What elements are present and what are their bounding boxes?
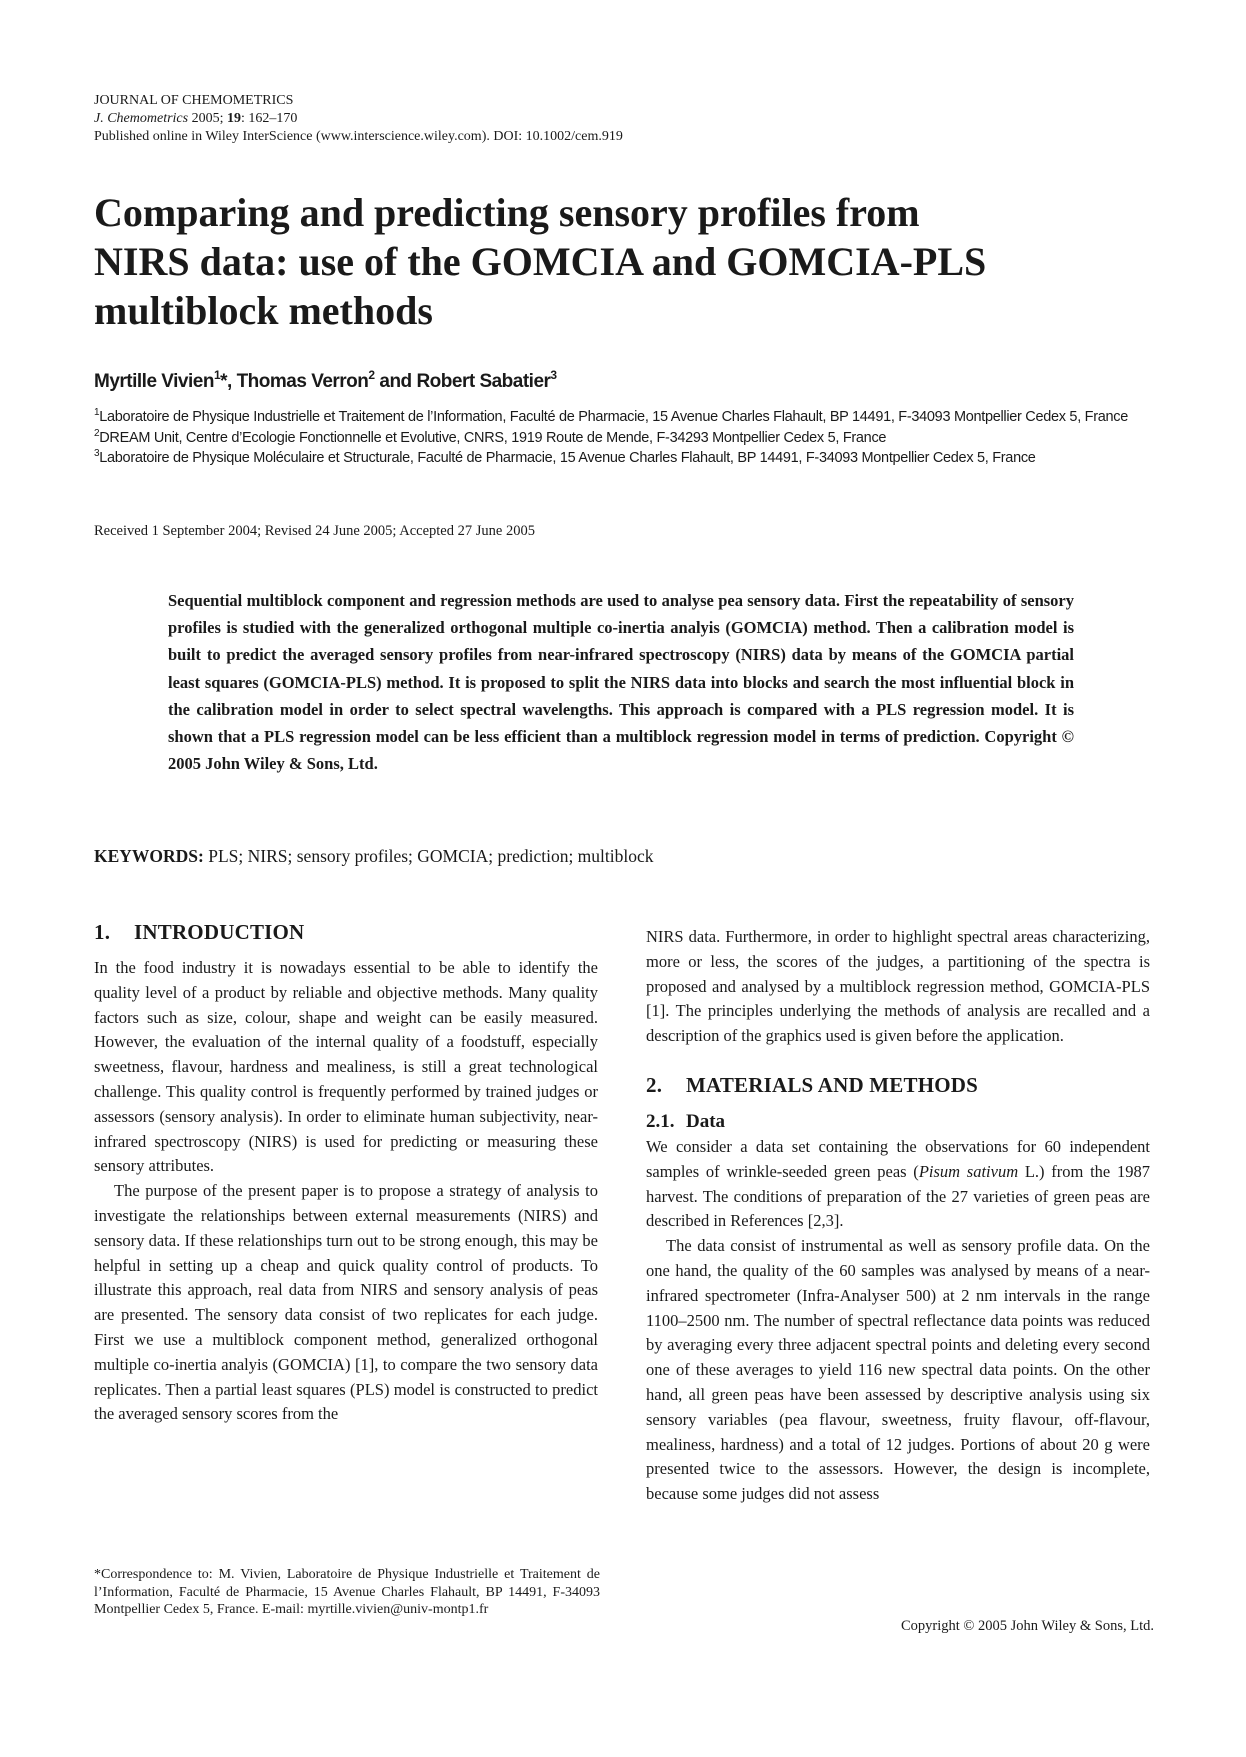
journal-name: JOURNAL OF CHEMOMETRICS (94, 93, 294, 108)
author-sep: and (374, 371, 417, 392)
section-title: MATERIALS AND METHODS (686, 1072, 979, 1097)
affiliation-text: DREAM Unit, Centre d’Ecologie Fonctionnelle et Evolutive, CNRS, 1919 Route de Mende, F-34293 Montpellier Cedex 5, France (99, 429, 887, 446)
journal-pages: : 162–170 (240, 111, 298, 126)
species-name: Pisum sativum (918, 1161, 1019, 1181)
affiliation-mark: 1 (94, 407, 100, 418)
section-title: INTRODUCTION (134, 920, 305, 944)
journal-header (94, 92, 623, 146)
right-column (646, 925, 1150, 1507)
subsection-number: 2.1. (646, 1110, 675, 1132)
author-name: Robert Sabatier (416, 371, 551, 392)
paper-title (94, 188, 1134, 335)
author-name: Myrtille Vivien (94, 371, 214, 392)
author-name: Thomas Verron (236, 371, 369, 392)
affiliation (94, 428, 1154, 449)
intro-paragraph-2: The purpose of the present paper is to propose a strategy of analysis to investigate the relationships between external measurements (NIRS) and sensory data. If these relationships turn out to be strong enough, this may be helpful in setting up a cheap and quick quality control of products. To illustrate this approach, real data from NIRS and sensory analysis of peas are presented. The sensory data consist of two replicates for each judge. First we use a multiblock component method, generalized orthogonal multiple co-inertia analyis (GOMCIA) [1], to compare the two sensory data replicates. Then a partial least squares (PLS) model is constructed to predict the averaged sensory scores from the (94, 1181, 598, 1424)
intro-paragraph-3: NIRS data. Furthermore, in order to highlight spectral areas characterizing, more or less, the scores of the judges, a partitioning of the spectra is proposed and analysed by a multiblock regression method, GOMCIA-PLS [1]. The principles underlying the methods of analysis are recalled and a description of the graphics used is given before the application. (646, 927, 1150, 1046)
keywords (94, 846, 654, 867)
author-mark: 3 (550, 368, 557, 382)
affiliations (94, 407, 1154, 469)
journal-volume: 19 (226, 111, 241, 126)
title-line-2: NIRS data: use of the GOMCIA and GOMCIA-PLS (94, 239, 987, 284)
author-mark: 1 (213, 368, 221, 382)
correspondence-footnote: *Correspondence to: M. Vivien, Laboratoire de Physique Industrielle et Traitement de l’Information, Faculté de Pharmacie, 15 Avenue Charles Flahault, BP 14491, F-34093 Montpellier Cedex 5, France. E-mail: myrtille.vivien@univ-montp1.fr (94, 1567, 600, 1617)
affiliation-mark: 2 (94, 427, 100, 439)
title-line-3: multiblock methods (94, 288, 433, 333)
intro-paragraph-1: In the food industry it is nowadays essential to be able to identify the quality level of a product by reliable and objective methods. Many quality factors such as size, colour, shape and weight can be easily measured. However, the evaluation of the internal quality of a foodstuff, especially sweetness, flavour, hardness and mealiness, is still a great technological challenge. This quality control is frequently performed by trained judges or assessors (sensory analysis). In order to eliminate human subjectivity, near-infrared spectroscopy (NIRS) is used for predicting or measuring these sensory attributes. (94, 958, 598, 1176)
title-line-1: Comparing and predicting sensory profiles from (94, 190, 920, 235)
section-number: 1. (94, 920, 111, 944)
journal-citation (94, 110, 623, 128)
subsection-heading-data (646, 1109, 1150, 1135)
abstract: Sequential multiblock component and regression methods are used to analyse pea sensory data. First the repeatability of sensory profiles is studied with the generalized orthogonal multiple co-inertia analyis (GOMCIA) method. Then a calibration model is built to predict the averaged sensory profiles from near-infrared spectroscopy (NIRS) data by means of the GOMCIA partial least squares (GOMCIA-PLS) method. It is proposed to split the NIRS data into blocks and search the most influential block in the calibration model in order to select spectral wavelengths. This approach is compared with a PLS regression model. It is shown that a PLS regression model can be less efficient than a multiblock regression model in terms of prediction. Copyright © 2005 John Wiley & Sons, Ltd. (168, 591, 1074, 774)
affiliation-text: Laboratoire de Physique Industrielle et Traitement de l’Information, Faculté de Pharmacie, 15 Avenue Charles Flahault, BP 14491, F-34093 Montpellier Cedex 5, France (99, 409, 1128, 425)
journal-abbrev: J. Chemometrics (94, 111, 189, 126)
data-paragraph-2: The data consist of instrumental as well as sensory profile data. On the one hand, the quality of the 60 samples was analysed by means of a near-infrared spectrometer (Infra-Analyser 500) at 2 nm intervals in the range 1100–2500 nm. The number of spectral reflectance data points was reduced by averaging every three adjacent spectral points and deleting every second one of these averages to yield 116 new spectral data points. On the other hand, all green peas have been assessed by descriptive analysis using six sensory variables (pea flavour, sweetness, fruity flavour, off-flavour, mealiness, hardness) and a total of 12 judges. Portions of about 20 g were presented twice to the assessors. However, the design is incomplete, because some judges did not assess (646, 1236, 1150, 1504)
affiliation (94, 407, 1154, 428)
author-mark: 2 (368, 368, 375, 382)
journal-year: 2005; (191, 111, 224, 126)
author-sep: *, (220, 371, 237, 392)
received-dates: Received 1 September 2004; Revised 24 June 2005; Accepted 27 June 2005 (94, 523, 535, 539)
keywords-text: PLS; NIRS; sensory profiles; GOMCIA; prediction; multiblock (208, 846, 654, 866)
affiliation-text: Laboratoire de Physique Moléculaire et Structurale, Faculté de Pharmacie, 15 Avenue Charles Flahault, BP 14491, F-34093 Montpellier Cedex 5, France (99, 450, 1036, 466)
section-heading-methods (646, 1071, 1150, 1099)
copyright-footer: Copyright © 2005 John Wiley & Sons, Ltd. (900, 1618, 1154, 1634)
subsection-title: Data (686, 1110, 726, 1132)
published-online: Published online in Wiley InterScience (www.interscience.wiley.com). DOI: 10.1002/cem.919 (94, 129, 623, 144)
section-number: 2. (646, 1072, 663, 1097)
text-run: L.) from the 1987 harvest. The conditions of preparation of the 27 varieties of green peas are described in References [2,3]. (646, 1161, 1150, 1231)
author-list (94, 368, 557, 393)
affiliation-mark: 3 (94, 448, 100, 459)
left-column (94, 918, 598, 1427)
section-heading-introduction (94, 918, 598, 946)
data-paragraph-1 (646, 1135, 1150, 1234)
keywords-label: KEYWORDS: (94, 846, 204, 866)
text-run: We consider a data set containing the observations for 60 independent samples of wrinkle-seeded green peas ( (646, 1136, 1150, 1181)
affiliation (94, 448, 1154, 469)
